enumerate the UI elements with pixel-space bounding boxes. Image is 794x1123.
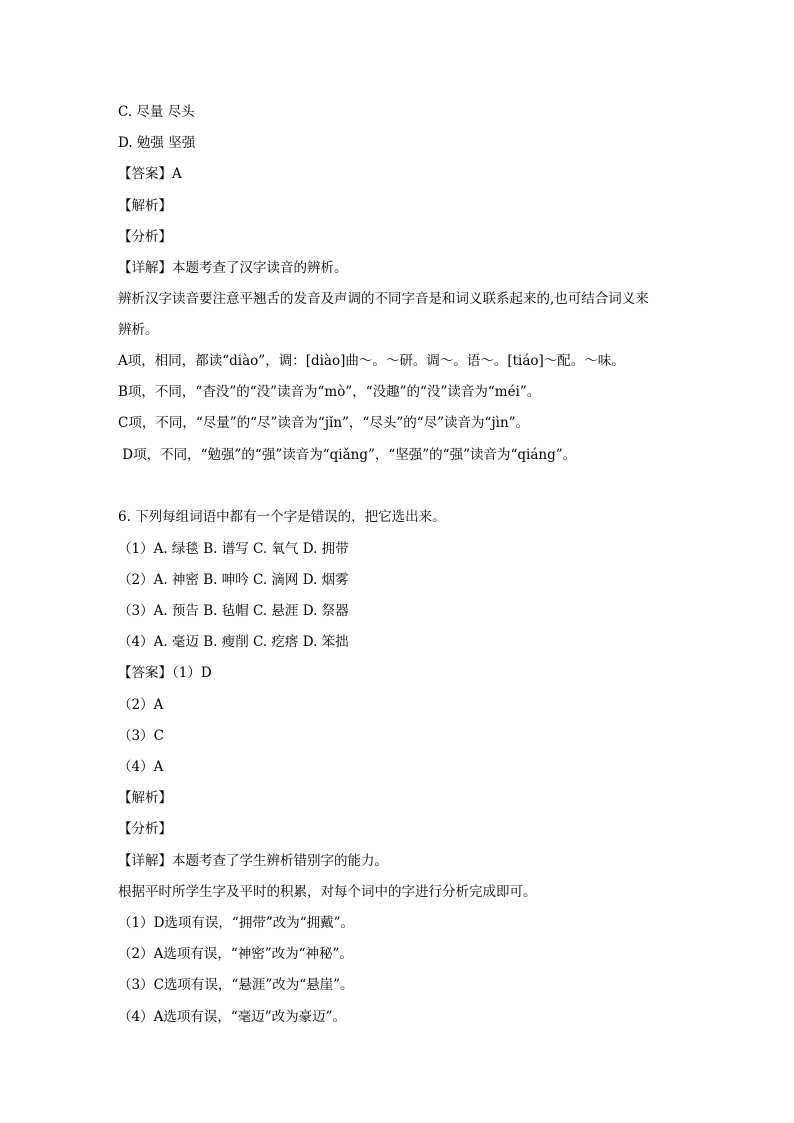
q5-jiexi-heading: 【解析】: [118, 198, 172, 214]
q5-explain-line1: 辨析汉字读音要注意平翘舌的发音及声调的不同字音是和词义联系起来的,也可结合词义来: [118, 291, 649, 307]
q5-fenxi-heading: 【分析】: [118, 229, 172, 245]
q6-answer-4: （4）A: [118, 759, 164, 775]
q5-option-c: C. 尽量 尽头: [118, 104, 195, 120]
q6-fenxi-heading: 【分析】: [118, 821, 172, 837]
q5-item-d: D项，不同，“勉强”的“强”读音为“qiǎng”，“坚强”的“强”读音为“qiáng”。: [118, 447, 577, 463]
q6-answer-2: （2）A: [118, 697, 164, 713]
q6-xiangjie: 【详解】本题考查了学生辨析错别字的能力。: [118, 853, 388, 869]
q6-question: 6. 下列每组词语中都有一个字是错误的，把它选出来。: [118, 509, 446, 525]
q5-item-c: C项，不同，“尽量”的“尽”读音为“jǐn”，“尽头”的“尽”读音为“jìn”。: [118, 415, 530, 431]
q6-correction-2: （2）A选项有误，“神密”改为“神秘”。: [118, 946, 353, 962]
q6-explain: 根据平时所学生字及平时的积累，对每个词中的字进行分析完成即可。: [118, 884, 537, 900]
q5-answer: 【答案】A: [118, 166, 182, 182]
q6-answer-1: 【答案】（1）D: [118, 665, 212, 681]
q6-group-1: （1）A. 绿毯 B. 谱写 C. 氧气 D. 拥带: [118, 541, 349, 557]
q5-item-b: B项，不同，“杳没”的“没”读音为“mò”，“没趣”的“没”读音为“méi”。: [118, 384, 541, 400]
q6-correction-4: （4）A选项有误，“毫迈”改为豪迈”。: [118, 1009, 347, 1025]
q6-group-3: （3）A. 预告 B. 毡帽 C. 悬涯 D. 祭器: [118, 603, 349, 619]
q6-group-4: （4）A. 毫迈 B. 瘦削 C. 疙瘩 D. 笨拙: [118, 634, 349, 650]
q6-correction-3: （3）C选项有误，“悬涯”改为“悬崖”。: [118, 977, 354, 993]
q5-item-a: A项，相同，都读“diào”，调：[diào]曲～。～研。调～。语～。[tiáo]～配。～味。: [118, 353, 625, 369]
q5-explain-line2: 辨析。: [118, 322, 159, 338]
q6-correction-1: （1）D选项有误，“拥带”改为“拥戴”。: [118, 915, 355, 931]
q6-group-2: （2）A. 神密 B. 呻吟 C. 滴网 D. 烟雾: [118, 572, 349, 588]
q5-xiangjie: 【详解】本题考查了汉字读音的辨析。: [118, 260, 348, 276]
q6-answer-3: （3）C: [118, 728, 164, 744]
q6-jiexi-heading: 【解析】: [118, 790, 172, 806]
q5-option-d: D. 勉强 坚强: [118, 135, 196, 151]
